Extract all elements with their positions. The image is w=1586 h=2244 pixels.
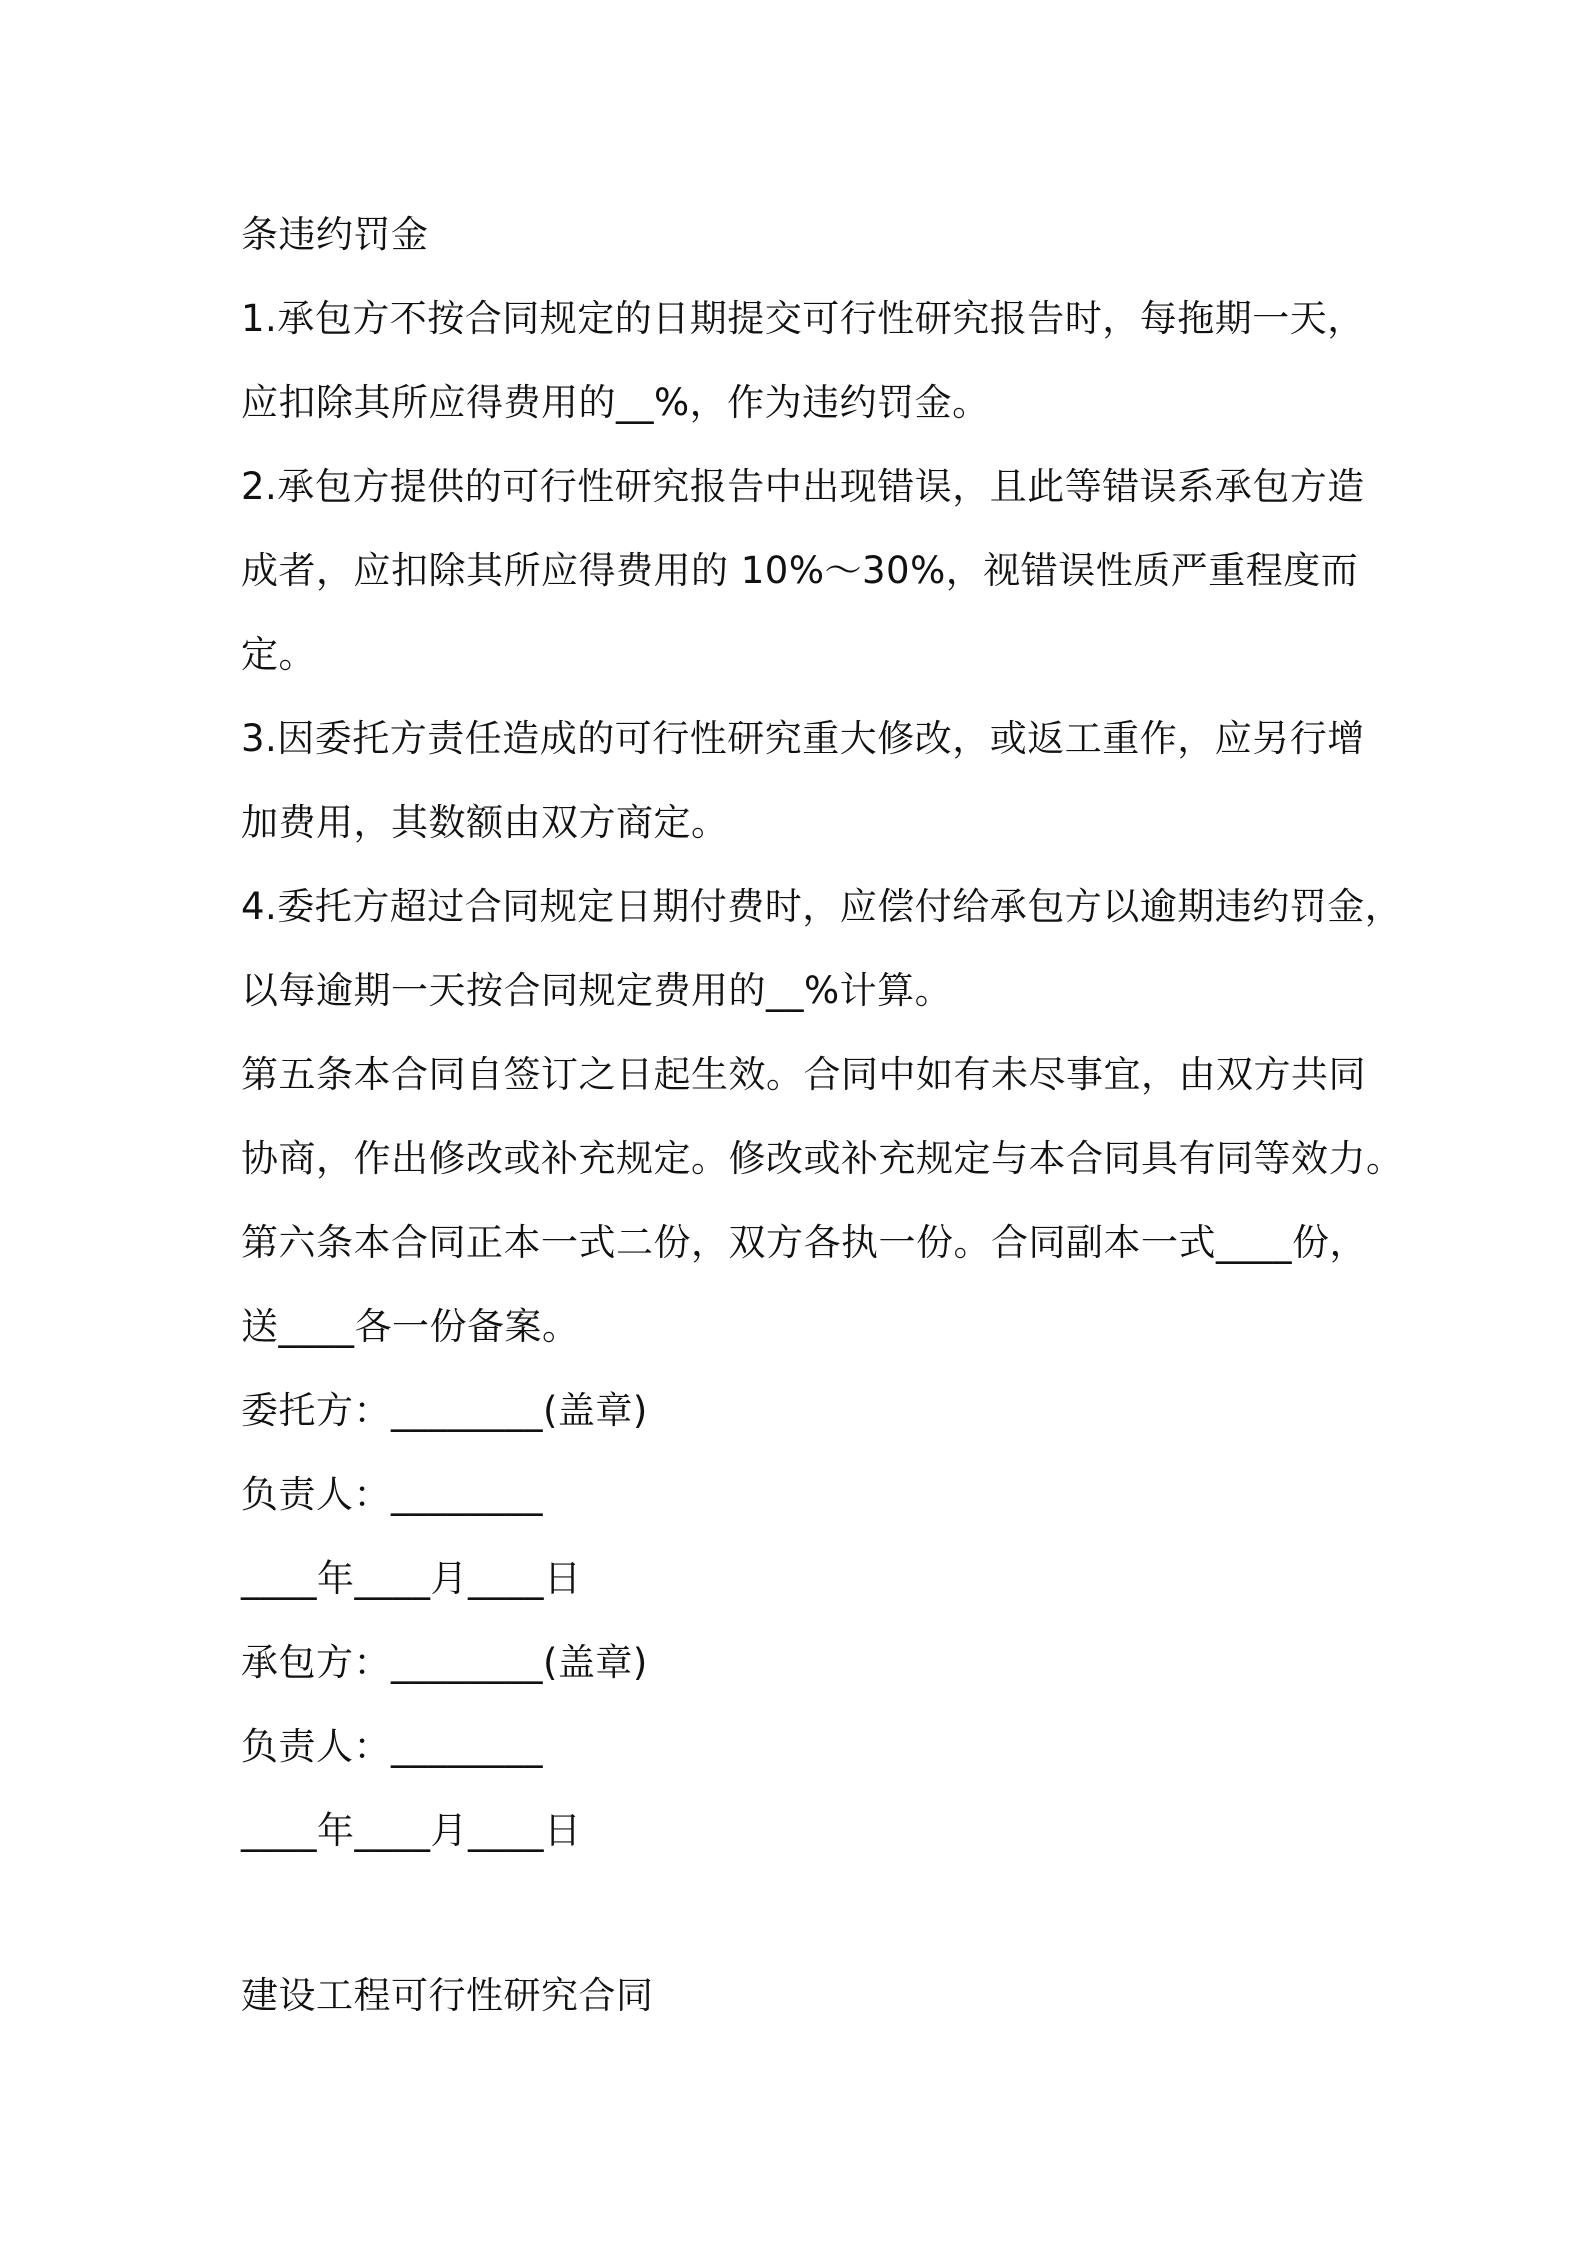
clause-4-line-1: 4.委托方超过合同规定日期付费时，应偿付给承包方以逾期违约罚金，	[241, 885, 1403, 928]
clause-2-line-3: 定。	[241, 633, 316, 676]
contractor-date-line: ____年____月____日	[241, 1809, 582, 1852]
client-signature-line: 委托方：________(盖章)	[241, 1389, 648, 1432]
clause-1-line-2: 应扣除其所应得费用的__%，作为违约罚金。	[241, 381, 990, 424]
clause-3-line-1: 3.因委托方责任造成的可行性研究重大修改，或返工重作，应另行增	[241, 717, 1365, 760]
section-gap	[241, 1873, 1371, 1954]
next-contract-title: 建设工程可行性研究合同	[241, 1974, 654, 2017]
clause-3-line-2: 加费用，其数额由双方商定。	[241, 801, 729, 844]
clause-2-line-1: 2.承包方提供的可行性研究报告中出现错误，且此等错误系承包方造	[241, 465, 1365, 508]
article-6-line-1: 第六条本合同正本一式二份，双方各执一份。合同副本一式____份，	[241, 1221, 1367, 1264]
clause-2-line-2: 成者，应扣除其所应得费用的 10%～30%，视错误性质严重程度而	[241, 549, 1359, 592]
article-5-line-2: 协商，作出修改或补充规定。修改或补充规定与本合同具有同等效力。	[241, 1137, 1404, 1180]
client-date-line: ____年____月____日	[241, 1557, 582, 1600]
client-representative-line: 负责人：________	[241, 1473, 543, 1516]
contractor-representative-line: 负责人：________	[241, 1725, 543, 1768]
contractor-signature-line: 承包方：________(盖章)	[241, 1641, 648, 1684]
document-body	[241, 193, 1404, 2038]
article-5-line-1: 第五条本合同自签订之日起生效。合同中如有未尽事宜，由双方共同	[241, 1053, 1366, 1096]
article-6-line-2: 送____各一份备案。	[241, 1305, 580, 1348]
clause-4-line-2: 以每逾期一天按合同规定费用的__%计算。	[241, 969, 953, 1012]
section-heading: 条违约罚金	[241, 213, 429, 256]
clause-1-line-1: 1.承包方不按合同规定的日期提交可行性研究报告时，每拖期一天，	[241, 297, 1365, 340]
